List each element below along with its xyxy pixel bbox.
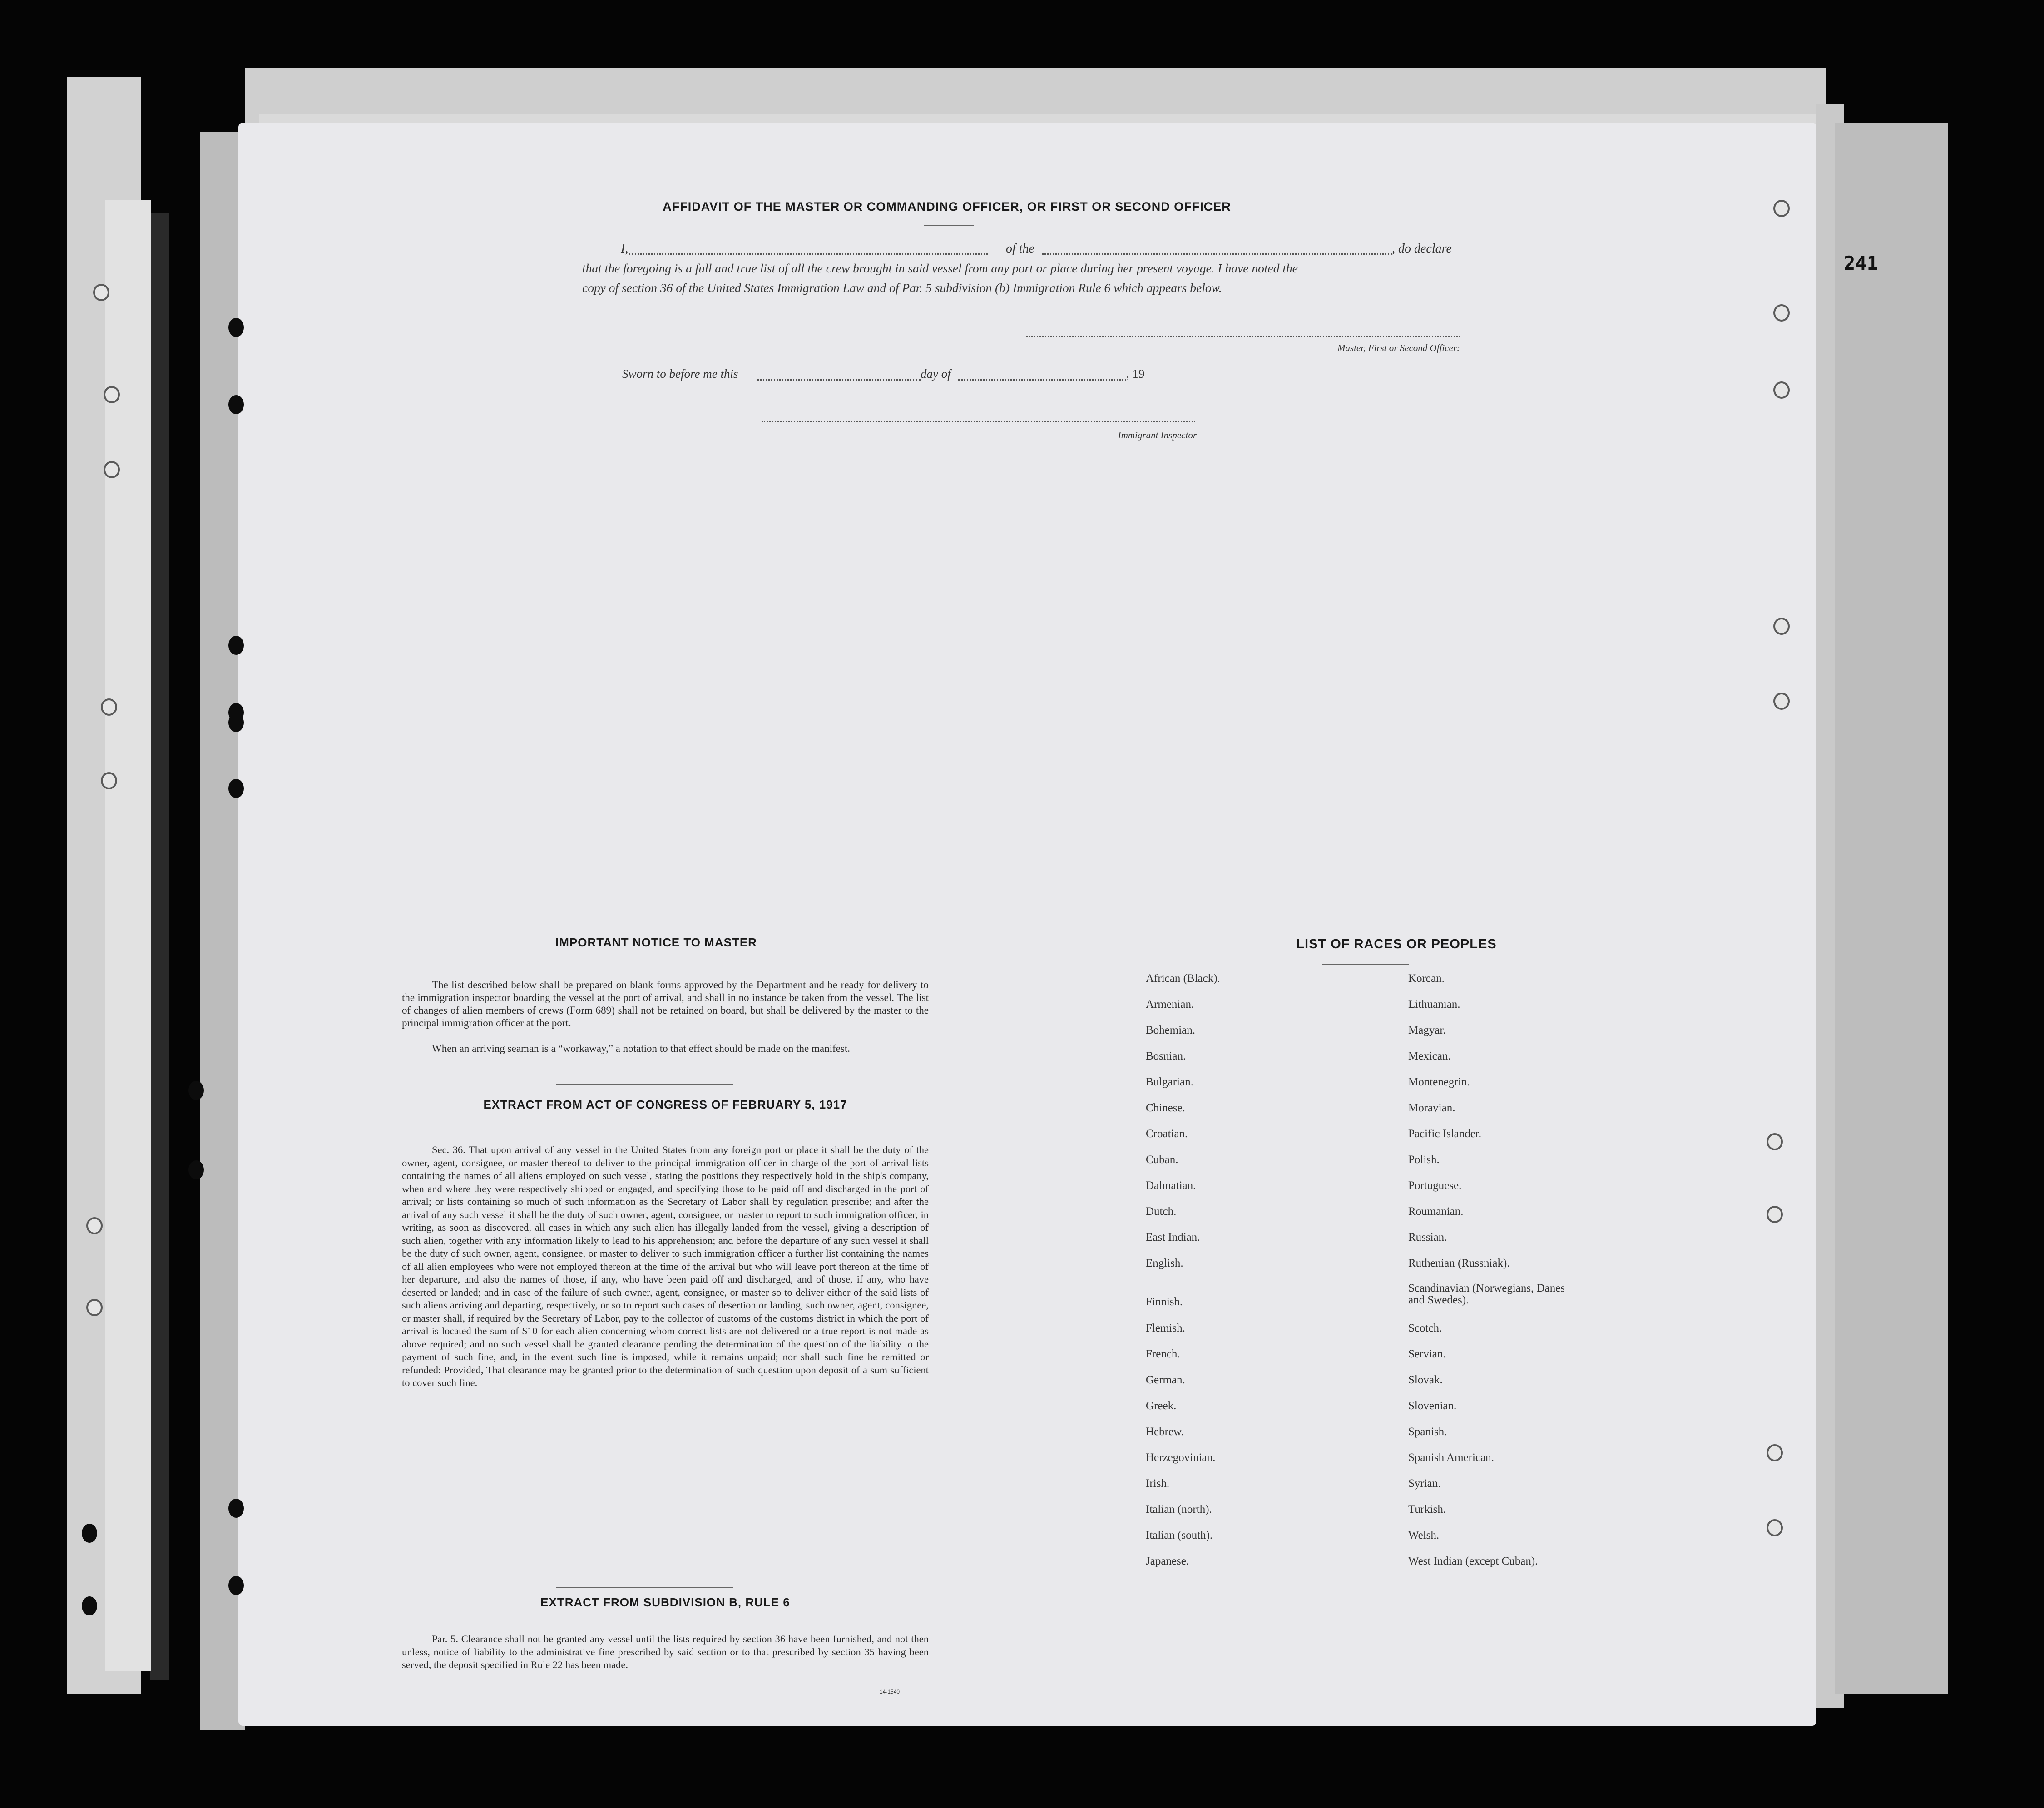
race-list-item: Dalmatian. — [1146, 1179, 1196, 1192]
extract-act-text: Sec. 36. That upon arrival of any vessel in the United States from any foreign port or place it shall be the duty of the owner, agent, consignee, or master thereof to deliver to the principal immigration officer in charge of the port of arrival lists containing the names of all aliens employed on such vessel, stating the positions they respectively hold in the ship's company, when and where they were respectively shipped or engaged, and specifying those to be paid off and discharged in the port of arrival; or lists containing so much of such information as the Secretary of Labor shall by regulation prescribe; and after the arrival of any such vessel it shall be the duty of such owner, agent, consignee, or master to report to such immigration officer, in writing, as soon as discovered, all cases in which any such alien has illegally landed from the vessel, giving a description of such alien, together with any information likely to lead to his apprehension; and before the departure of any such vessel it shall be the duty of such owner, agent, consignee, or master to deliver to such immigration officer a further list containing the names of all alien employees who were not employed thereon at the time of the arrival but who will leave port thereon at the time of her departure, and also the names of those, if any, who have been paid off and discharged, and of those, if any, who have deserted or landed; and in case of the failure of such owner, agent, consignee, or master so to deliver either of the said lists of such aliens arriving and departing, respectively, or so to report such cases of desertion or landing, such owner, agent, consignee, or master shall, if required by the Secretary of Labor, pay to the collector of customs of the customs district in which the port of arrival is located the sum of $10 for each alien concerning whom correct lists are not delivered or a true report is not made as above required; and no such vessel shall be granted clearance pending the determination of the question of the liability to the payment of such fine, and, in the event such fine is imposed, while it remains unpaid; nor shall such fine be remitted or refunded: Provided, That clearance may be granted prior to the determination of such question upon deposit of a sum sufficient to cover such fine. — [402, 1144, 929, 1388]
sworn-label: Sworn to before me this — [622, 367, 738, 381]
punch-hole-icon — [1767, 1206, 1783, 1223]
race-list-item: Pacific Islander. — [1408, 1128, 1482, 1140]
race-list-item: Hebrew. — [1146, 1426, 1184, 1438]
punch-hole-icon — [1773, 304, 1790, 322]
race-list-item: Croatian. — [1146, 1128, 1188, 1140]
race-list-item: Chinese. — [1146, 1102, 1185, 1114]
race-list-item: West Indian (except Cuban). — [1408, 1555, 1538, 1567]
race-list-item: Herzegovinian. — [1146, 1451, 1216, 1464]
affidavit-title: AFFIDAVIT OF THE MASTER OR COMMANDING OFFICER, OR FIRST OR SECOND OFFICER — [663, 200, 1231, 213]
race-list-item: Scotch. — [1408, 1322, 1442, 1334]
punch-hole-icon — [1773, 618, 1790, 635]
race-list-item: Polish. — [1408, 1154, 1440, 1166]
race-list-item: Japanese. — [1146, 1555, 1189, 1567]
signature-label: Master, First or Second Officer: — [1337, 342, 1460, 353]
sworn-month-line — [958, 379, 1126, 381]
punch-hole-icon — [188, 1081, 204, 1100]
race-list-item: Ruthenian (Russniak). — [1408, 1257, 1510, 1269]
race-list-item: Bosnian. — [1146, 1050, 1186, 1062]
divider — [556, 1587, 733, 1588]
binder-hole-icon — [101, 698, 117, 716]
races-title: LIST OF RACES OR PEOPLES — [1296, 937, 1497, 951]
race-list-item: Syrian. — [1408, 1477, 1441, 1490]
officer-signature-line — [1026, 336, 1460, 337]
race-list-item: Finnish. — [1146, 1296, 1183, 1308]
race-list-item: Italian (south). — [1146, 1529, 1213, 1541]
race-list-item: Slovak. — [1408, 1374, 1443, 1386]
race-list-item: Korean. — [1408, 972, 1445, 985]
punch-hole-icon — [1773, 200, 1790, 217]
left-binder-strip-inner — [105, 200, 151, 1671]
race-list-item: Spanish American. — [1408, 1451, 1494, 1464]
affidavit-declare-label: , do declare — [1392, 242, 1452, 256]
extract-act-title: EXTRACT FROM ACT OF CONGRESS OF FEBRUARY 5, 1917 — [483, 1098, 847, 1111]
race-list-item: Flemish. — [1146, 1322, 1185, 1334]
race-list-item: Mexican. — [1408, 1050, 1451, 1062]
punch-hole-icon — [1773, 381, 1790, 399]
binder-hole-icon — [82, 1524, 97, 1543]
punch-hole-icon — [228, 1499, 244, 1518]
race-list-item: English. — [1146, 1257, 1183, 1269]
race-list-item: Moravian. — [1408, 1102, 1455, 1114]
page-number: 241 — [1844, 252, 1878, 274]
race-list-item: Cuban. — [1146, 1154, 1178, 1166]
race-list-item: Bulgarian. — [1146, 1076, 1193, 1088]
race-list-item: Servian. — [1408, 1348, 1446, 1360]
binder-hole-icon — [86, 1217, 103, 1234]
binder-hole-icon — [82, 1596, 97, 1615]
race-list-item: German. — [1146, 1374, 1185, 1386]
race-list-item: Portuguese. — [1408, 1179, 1462, 1192]
divider — [556, 1084, 733, 1085]
race-list-item: Montenegrin. — [1408, 1076, 1470, 1088]
binder-hole-icon — [104, 461, 120, 478]
race-list-item: Spanish. — [1408, 1426, 1447, 1438]
sworn-year-label: , 19 — [1126, 367, 1145, 381]
punch-hole-icon — [1767, 1444, 1783, 1461]
race-list-item: Lithuanian. — [1408, 998, 1460, 1010]
race-list-item: Russian. — [1408, 1231, 1447, 1243]
form-code: 14-1540 — [880, 1689, 900, 1695]
document-page — [238, 123, 1878, 1726]
vessel-name-line — [1042, 253, 1392, 255]
left-binder-strip-shadow — [150, 213, 169, 1680]
inspector-label: Immigrant Inspector — [1118, 430, 1197, 441]
race-list-item: Welsh. — [1408, 1529, 1440, 1541]
inspector-signature-line — [762, 421, 1195, 422]
punch-hole-icon — [228, 779, 244, 798]
race-list-item: Armenian. — [1146, 998, 1194, 1010]
race-list-item: Italian (north). — [1146, 1503, 1212, 1516]
affidavit-line-2: that the foregoing is a full and true list of all the crew brought in said vessel from any port or place during her present voyage. I have noted the — [582, 261, 1298, 275]
notice-paragraph-2: When an arriving seaman is a “workaway,” a notation to that effect should be made on the manifest. — [432, 1043, 850, 1054]
race-list-item: Dutch. — [1146, 1205, 1177, 1218]
punch-hole-icon — [1767, 1519, 1783, 1536]
divider — [1322, 964, 1409, 965]
race-list-item: Greek. — [1146, 1400, 1177, 1412]
race-list-item: Irish. — [1146, 1477, 1170, 1490]
punch-hole-icon — [228, 703, 244, 722]
sworn-day-of-label: day of — [921, 367, 951, 381]
races-right-column — [1408, 972, 1663, 1580]
sworn-day-line — [757, 379, 921, 381]
races-left-column — [1146, 972, 1382, 1580]
binder-hole-icon — [86, 1299, 103, 1316]
divider — [924, 225, 974, 226]
race-list-item: African (Black). — [1146, 972, 1220, 985]
binder-hole-icon — [101, 772, 117, 789]
punch-hole-icon — [228, 636, 244, 655]
notice-paragraph-1: The list described below shall be prepared on blank forms approved by the Department and be ready for delivery to the immigration inspector boarding the vessel at the port of arrival, and shall in no instance be taken from the vessel. The list of changes of alien members of crews (Form 689) shall not be retained on board, but shall be delivered by the master to the principal immigration officer at the port. — [402, 979, 929, 1029]
notice-title: IMPORTANT NOTICE TO MASTER — [555, 936, 757, 949]
binder-hole-icon — [104, 386, 120, 403]
race-list-item: Magyar. — [1408, 1024, 1446, 1036]
race-list-item: Bohemian. — [1146, 1024, 1196, 1036]
race-list-item: East Indian. — [1146, 1231, 1200, 1243]
race-list-item: Slovenian. — [1408, 1400, 1457, 1412]
extract-rule-text: Par. 5. Clearance shall not be granted any vessel until the lists required by section 36 have been furnished, and not then unless, notice of liability to the administrative fine prescribed by said section or to that prescribed by section 35 having been served, the deposit specified in Rule 22 has been made. — [402, 1633, 929, 1670]
officer-name-line — [629, 253, 988, 255]
race-list-item: Roumanian. — [1408, 1205, 1464, 1218]
affidavit-line-3: copy of section 36 of the United States Immigration Law and of Par. 5 subdivision (b) Immigration Rule 6 which appears below. — [582, 281, 1222, 295]
right-page-stack — [1835, 123, 1948, 1694]
race-list-item: French. — [1146, 1348, 1180, 1360]
affidavit-i-label: I, — [621, 242, 629, 256]
punch-hole-icon — [228, 1576, 244, 1595]
punch-hole-icon — [188, 1160, 204, 1179]
race-list-item: Turkish. — [1408, 1503, 1446, 1516]
punch-hole-icon — [228, 395, 244, 414]
binder-hole-icon — [93, 284, 109, 301]
punch-hole-icon — [228, 318, 244, 337]
punch-hole-icon — [1773, 693, 1790, 710]
punch-hole-icon — [1767, 1133, 1783, 1150]
race-list-item: Scandinavian (Norwegians, Danes and Swedes). — [1408, 1282, 1565, 1306]
affidavit-of-the-label: of the — [1006, 242, 1034, 256]
extract-rule-title: EXTRACT FROM SUBDIVISION B, RULE 6 — [540, 1595, 790, 1609]
